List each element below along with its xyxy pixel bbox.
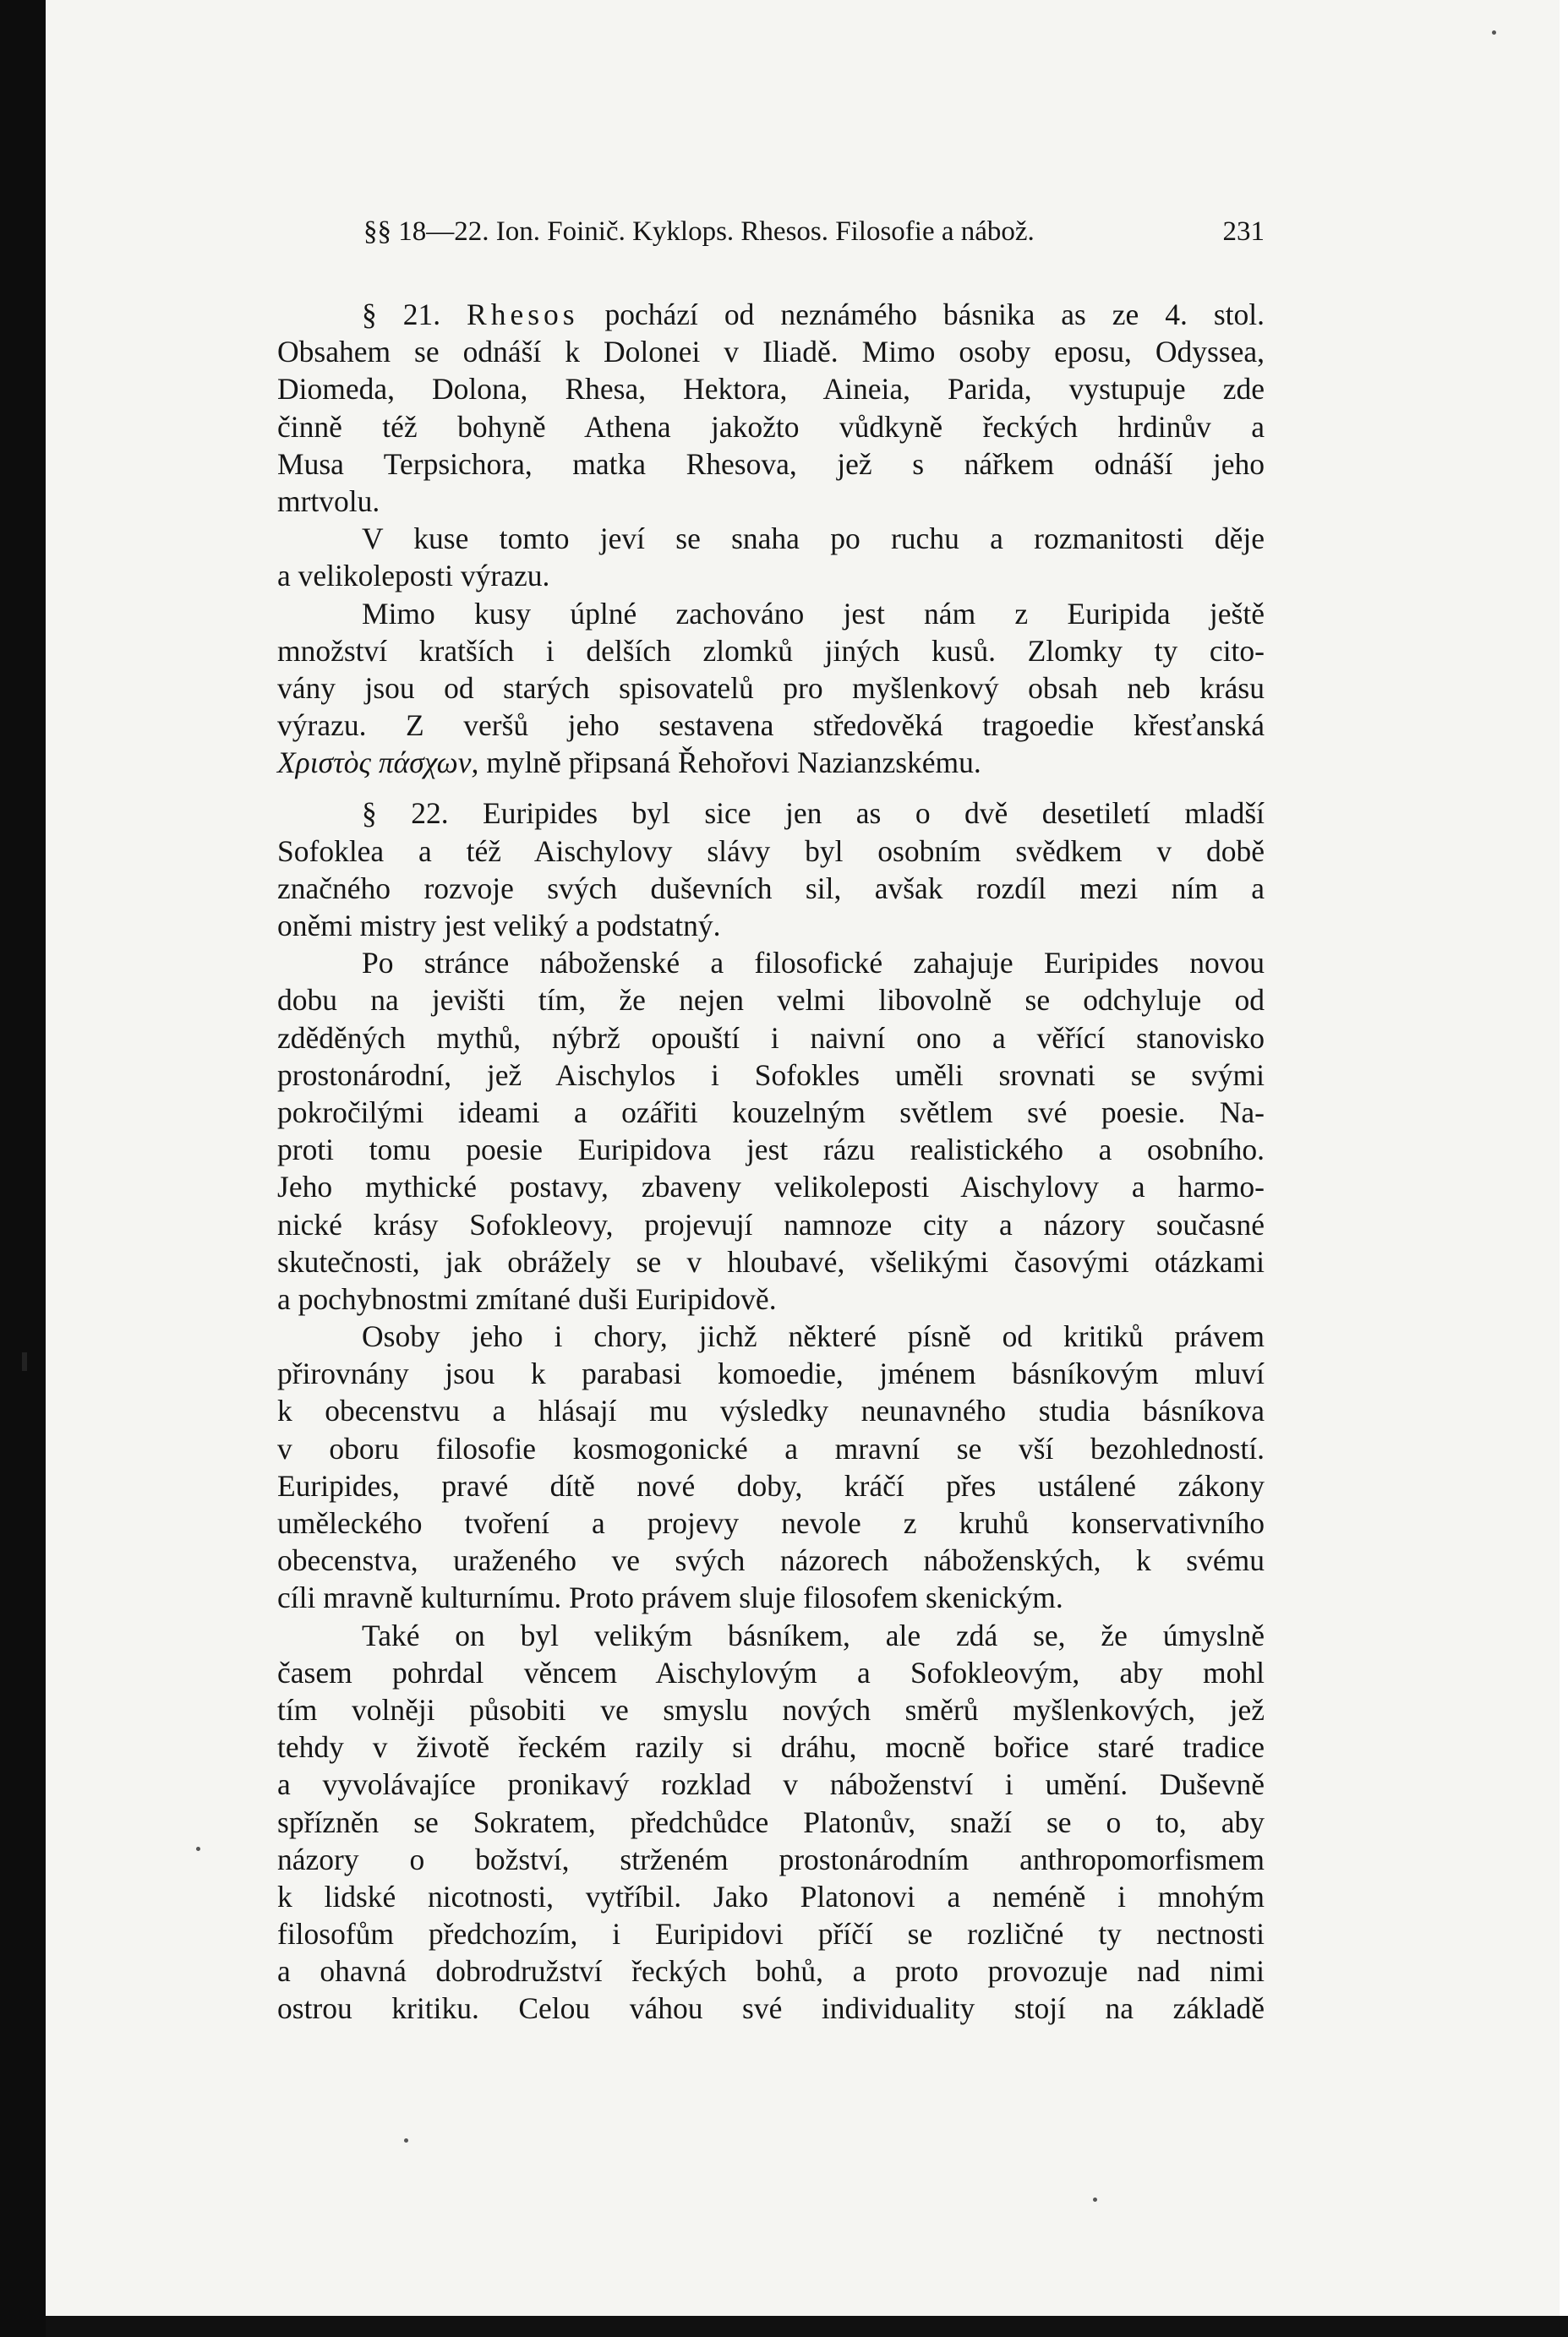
- text-line: [277, 1804, 1265, 1841]
- text-line: [277, 1878, 1265, 1915]
- text-line: [277, 1057, 1265, 1094]
- text-line: [277, 1168, 1265, 1205]
- text-run: obecenstva, uraženého ve svých názorech náboženských, k svému: [277, 1543, 1265, 1578]
- running-title: §§ 18—22. Ion. Foinič. Kyklops. Rhesos. Filosofie a nábož.: [363, 216, 1035, 247]
- text-line: [277, 1280, 1265, 1318]
- text-run: pokročilými ideami a ozářiti kouzelným světlem své poesie. Na-: [277, 1095, 1265, 1129]
- text-line: [277, 1990, 1265, 2027]
- text-line: [277, 707, 1265, 744]
- text-line: [277, 1504, 1265, 1542]
- text-run: Po stránce náboženské a filosofické zahajuje Euripides novou: [362, 946, 1265, 980]
- text-run: V kuse tomto jeví se snaha po ruchu a rozmanitosti děje: [362, 521, 1265, 556]
- text-run: značného rozvoje svých duševních sil, avšak rozdíl mezi ním a: [277, 871, 1265, 905]
- page-edge: [1560, 0, 1568, 2316]
- text-run: vány jsou od starých spisovatelů pro myšlenkový obsah neb krásu: [277, 670, 1265, 705]
- section-22: [277, 794, 1265, 2027]
- text-run: mrtvolu.: [277, 483, 380, 518]
- text-run: proti tomu poesie Euripidova jest rázu realistického a osobního.: [277, 1133, 1265, 1167]
- text-run: Sofoklea a též Aischylovy slávy byl osobním svědkem v době: [277, 833, 1265, 868]
- text-line: [277, 833, 1265, 870]
- text-run: tehdy v životě řeckém razily si dráhu, mocně bořice staré tradice: [277, 1730, 1265, 1765]
- text-line: [277, 1579, 1265, 1616]
- text-line: [277, 1542, 1265, 1579]
- text-run: mylně připsaná Řehořovi Nazianzskému.: [478, 745, 981, 780]
- text-run: filosofům předchozím, i Euripidovi příčí se rozličné ty nectnosti: [277, 1917, 1265, 1952]
- text-line: [277, 1952, 1265, 1990]
- text-line: [277, 1206, 1265, 1243]
- text-run: Také on byl velikým básníkem, ale zdá se, že úmyslně: [362, 1618, 1265, 1652]
- page-number: 231: [1222, 216, 1265, 247]
- section-21: [277, 296, 1265, 781]
- text-run: Obsahem se odnáší k Dolonei v Iliadě. Mimo osoby eposu, Odyssea,: [277, 335, 1265, 369]
- text-run: cíli mravně kulturnímu. Proto právem sluje filosofem skenickým.: [277, 1581, 1063, 1615]
- text-line: [277, 1617, 1265, 1654]
- text-line: [277, 794, 1265, 832]
- text-run: k obecenstvu a hlásají mu výsledky neunavného studia básníkova: [277, 1394, 1265, 1428]
- text-run: Jeho mythické postavy, zbaveny velikoleposti Aischylovy a harmo-: [277, 1170, 1265, 1204]
- text-run: § 21.: [362, 298, 467, 331]
- text-run: ostrou kritiku. Celou váhou své individuality stojí na základě: [277, 1991, 1265, 2026]
- text-run: přirovnány jsou k parabasi komoedie, jménem básníkovým mluví: [277, 1357, 1265, 1391]
- text-run: množství kratších i delších zlomků jiných kusů. Zlomky ty cito-: [277, 633, 1265, 668]
- text-line: [277, 1094, 1265, 1131]
- text-run: dobu na jevišti tím, že nejen velmi libovolně se odchyluje od: [277, 983, 1265, 1018]
- body-text: [277, 296, 1265, 2028]
- dust-speck: [196, 1847, 200, 1851]
- text-line: [277, 1841, 1265, 1878]
- scan-border: [46, 2316, 1568, 2337]
- text-run: tím volněji působiti ve smyslu nových směrů myšlenkových, jež: [277, 1692, 1265, 1727]
- text-run: prostonárodní, jež Aischylos i Sofokles uměli srovnati se svými: [277, 1057, 1265, 1092]
- text-line: [277, 1392, 1265, 1429]
- dust-speck: [404, 2138, 408, 2143]
- text-line: [277, 370, 1265, 407]
- text-line: [277, 632, 1265, 669]
- text-line: [277, 981, 1265, 1018]
- dust-speck: [1093, 2198, 1097, 2202]
- running-head: [363, 216, 1265, 248]
- text-run: Diomeda, Dolona, Rhesa, Hektora, Aineia, Parida, vystupuje zde: [277, 372, 1265, 407]
- text-run: pochází od neznámého básnika as ze 4. stol.: [578, 298, 1265, 331]
- text-run: názory o božství, strženém prostonárodním anthropomorfismem: [277, 1842, 1265, 1876]
- text-run: uměleckého tvoření a projevy nevole z kruhů konservativního: [277, 1506, 1265, 1540]
- text-run: oněmi mistry jest veliký a podstatný.: [277, 909, 721, 942]
- text-line: [277, 1243, 1265, 1280]
- text-line: [277, 296, 1265, 333]
- text-line: [277, 1915, 1265, 1952]
- text-line: [277, 907, 1265, 944]
- text-run: výrazu. Z veršů jeho sestavena středověká tragoedie křesťanská: [277, 708, 1265, 743]
- text-line: [277, 445, 1265, 483]
- text-run: skutečnosti, jak obrážely se v hloubavé, všelikými časovými otázkami: [277, 1244, 1265, 1279]
- text-line: [277, 669, 1265, 707]
- dust-speck: [1492, 30, 1496, 35]
- text-line: [277, 870, 1265, 907]
- text-line: [277, 1691, 1265, 1728]
- text-line: [277, 520, 1265, 557]
- text-run: zděděných mythů, nýbrž opouští i naivní ono a věřící stanovisko: [277, 1020, 1265, 1055]
- text-line: [277, 1318, 1265, 1355]
- text-run: činně též bohyně Athena jakožto vůdkyně řeckých hrdinův a: [277, 409, 1265, 444]
- text-run: nické krásy Sofokleovy, projevují namnoze city a názory současné: [277, 1207, 1265, 1242]
- text-line: [277, 1131, 1265, 1168]
- text-run: a velikoleposti výrazu.: [277, 559, 550, 593]
- text-line: [277, 1728, 1265, 1766]
- text-line: [277, 1430, 1265, 1467]
- text-run: § 22. Euripides byl sice jen as o dvě desetiletí mladší: [362, 796, 1265, 831]
- text-run: časem pohrdal věncem Aischylovým a Sofokleovým, aby mohl: [277, 1655, 1265, 1690]
- text-run: Osoby jeho i chory, jichž některé písně od kritiků právem: [362, 1319, 1265, 1354]
- text-run: spřízněn se Sokratem, předchůdce Platonův, snaží se o to, aby: [277, 1805, 1265, 1839]
- text-line: [277, 944, 1265, 981]
- text-run: v oboru filosofie kosmogonické a mravní se vší bezohledností.: [277, 1431, 1265, 1466]
- text-run: k lidské nicotnosti, vytříbil. Jako Platonovi a neméně i mnohým: [277, 1879, 1265, 1914]
- binding-mark: [22, 1352, 27, 1371]
- text-run: a vyvolávajíce pronikavý rozklad v náboženství i umění. Duševně: [277, 1767, 1265, 1802]
- text-line: [277, 1654, 1265, 1691]
- text-run: Mimo kusy úplné zachováno jest nám z Euripida ještě: [362, 596, 1265, 631]
- greek-title: Χριστὸς πάσχων,: [277, 745, 479, 780]
- text-line: [277, 557, 1265, 594]
- text-line: [277, 1019, 1265, 1057]
- text-run: Euripides, pravé dítě nové doby, kráčí přes ustálené zákony: [277, 1468, 1265, 1503]
- text-line: [277, 744, 1265, 781]
- text-line: [277, 595, 1265, 632]
- text-line: [277, 1766, 1265, 1803]
- text-run: Musa Terpsichora, matka Rhesova, jež s nářkem odnáší jeho: [277, 446, 1265, 481]
- text-run: a ohavná dobrodružství řeckých bohů, a proto provozuje nad nimi: [277, 1954, 1265, 1989]
- text-line: [277, 408, 1265, 445]
- text-run: a pochybnostmi zmítané duši Euripidově.: [277, 1281, 777, 1316]
- text-line: [277, 483, 1265, 520]
- text-line: [277, 1467, 1265, 1504]
- text-line: [277, 1355, 1265, 1392]
- spaced-title: Rhesos: [467, 298, 579, 331]
- text-line: [277, 333, 1265, 370]
